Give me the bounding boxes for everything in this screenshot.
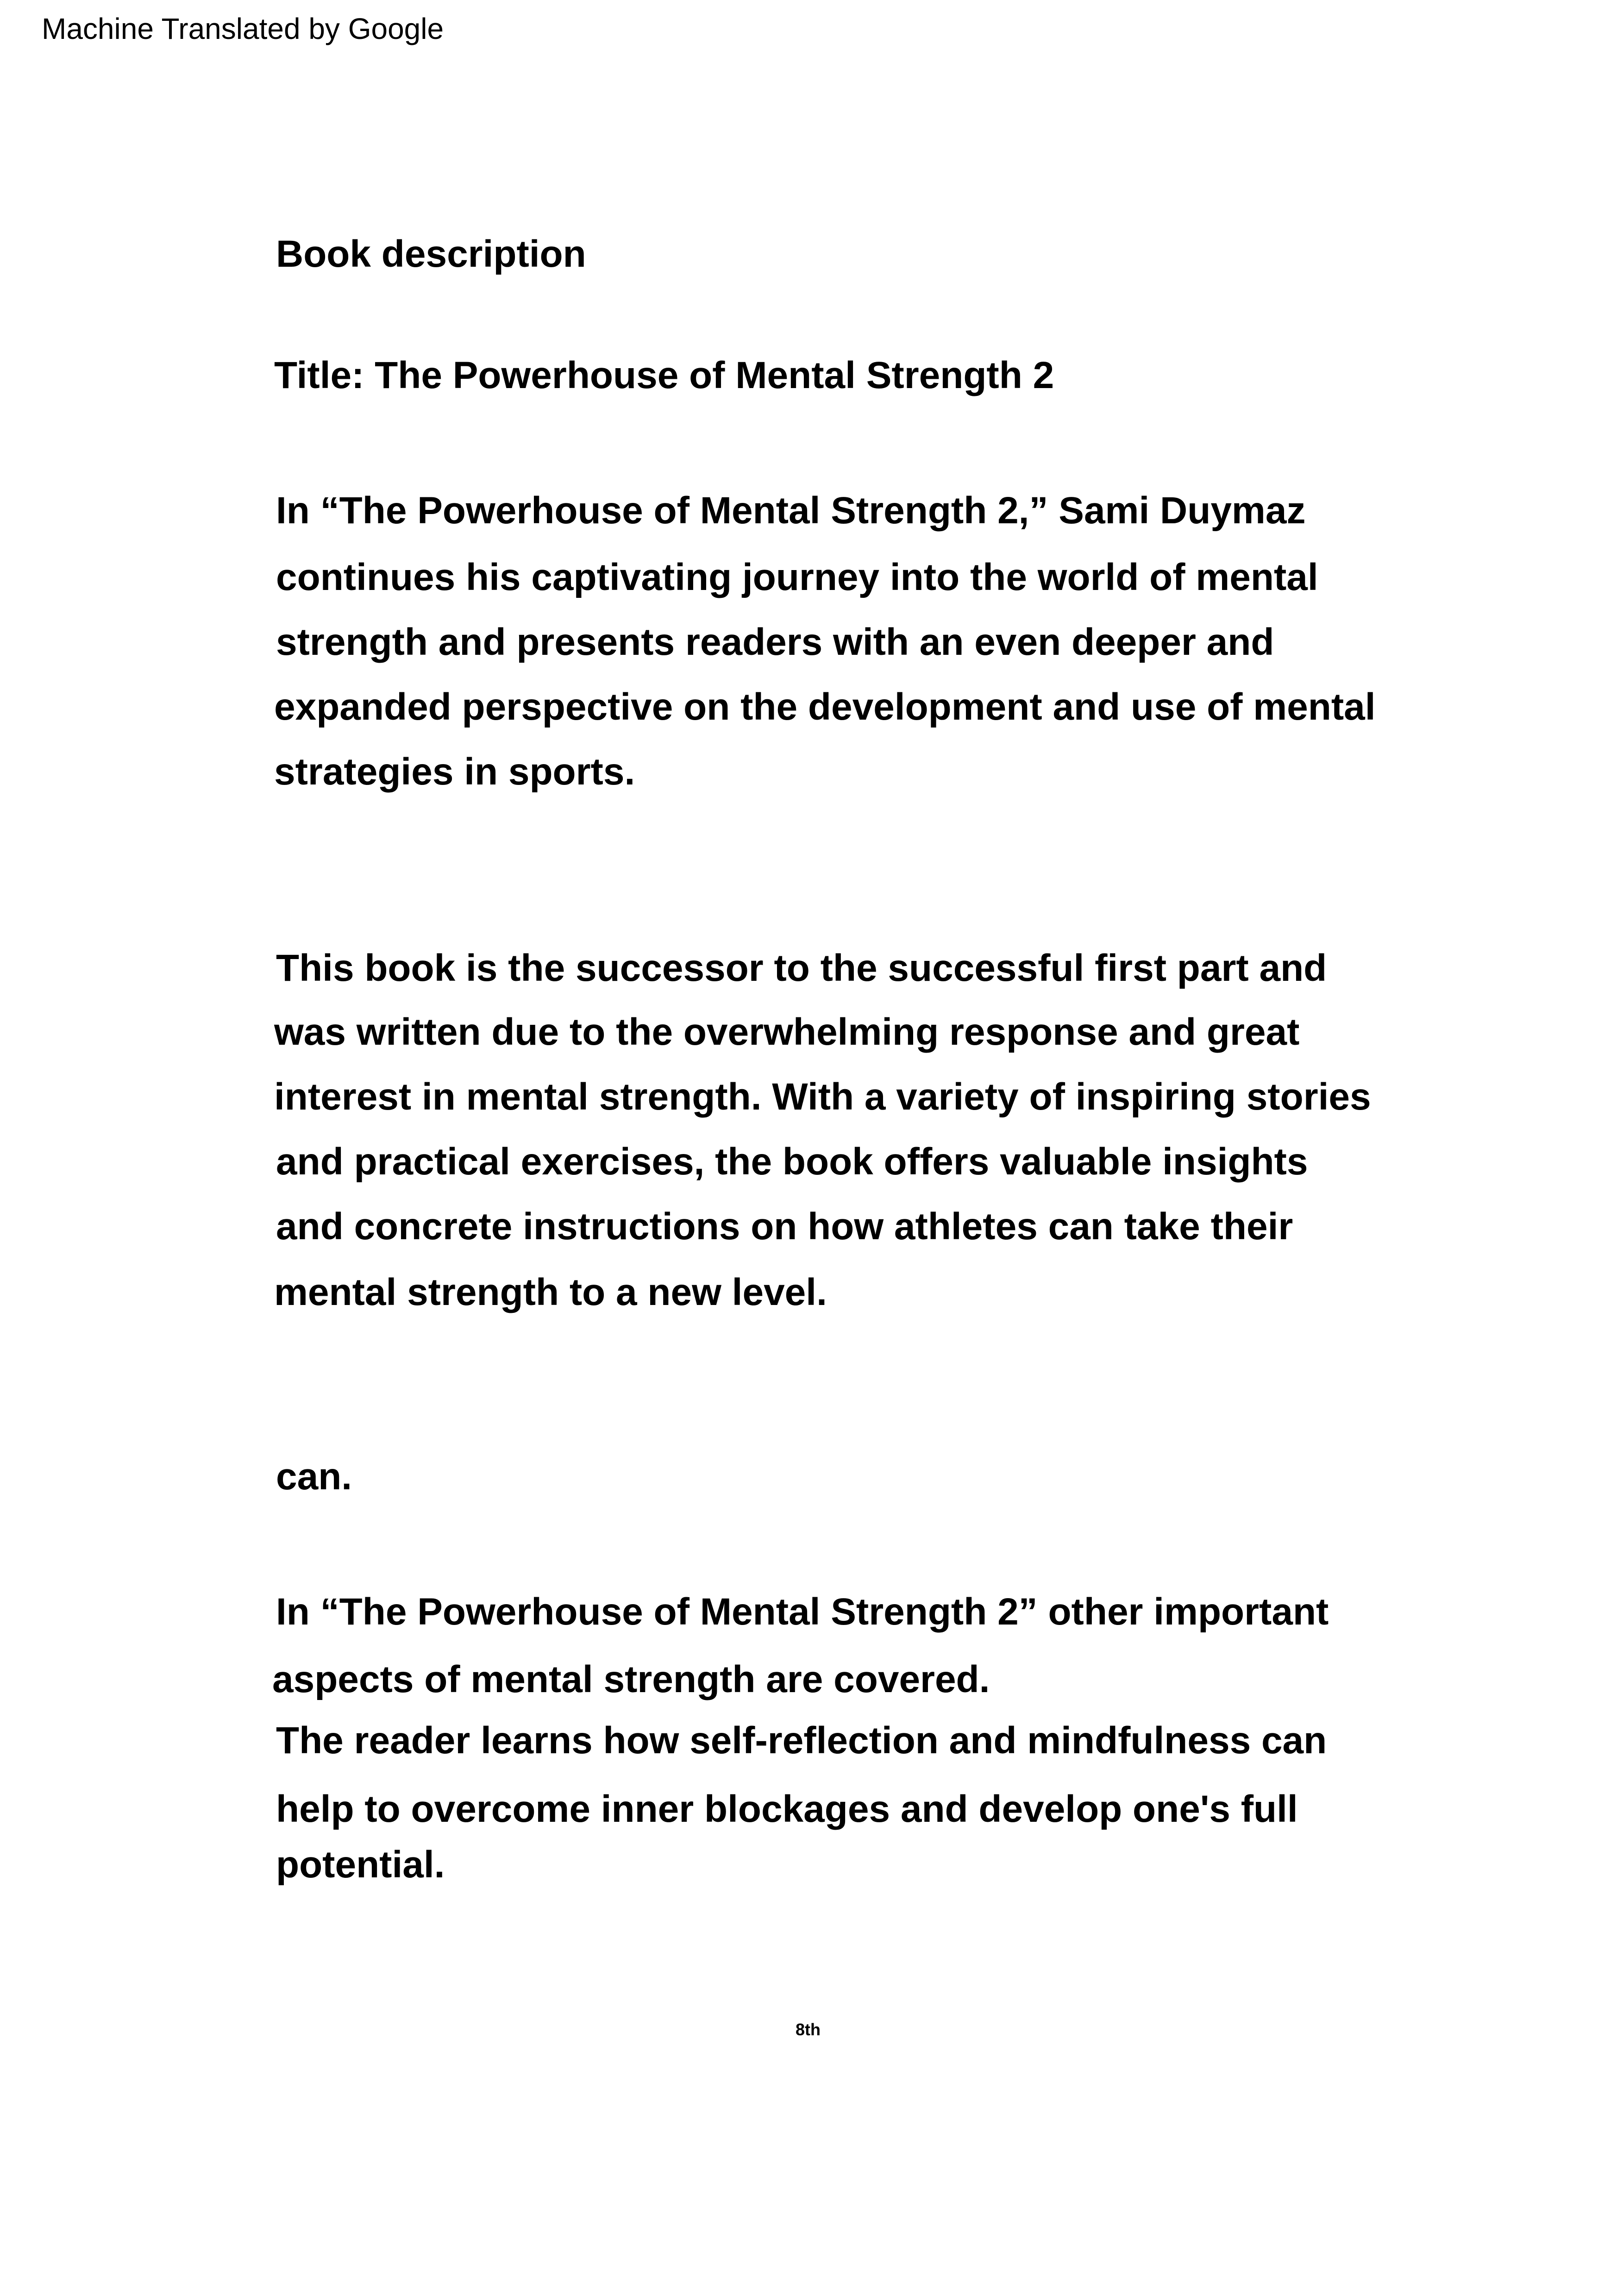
machine-translation-banner: Machine Translated by Google bbox=[42, 12, 444, 45]
paragraph-line: was written due to the overwhelming response and great bbox=[274, 1011, 1300, 1053]
paragraph-line: and practical exercises, the book offers valuable insights bbox=[276, 1141, 1308, 1183]
paragraph-line: This book is the successor to the successful first part and bbox=[276, 947, 1327, 989]
paragraph-line: strength and presents readers with an even deeper and bbox=[276, 621, 1274, 663]
paragraph-line: and concrete instructions on how athletes can take their bbox=[276, 1205, 1293, 1248]
paragraph-line: help to overcome inner blockages and develop one's full bbox=[276, 1788, 1298, 1830]
paragraph-line: In “The Powerhouse of Mental Strength 2” other important bbox=[276, 1591, 1329, 1633]
section-heading: Book description bbox=[276, 233, 586, 275]
paragraph-line: strategies in sports. bbox=[274, 751, 635, 793]
paragraph-line: potential. bbox=[276, 1844, 445, 1886]
fragment-line: can. bbox=[276, 1455, 352, 1498]
paragraph-line: interest in mental strength. With a variety of inspiring stories bbox=[274, 1076, 1371, 1118]
paragraph-line: mental strength to a new level. bbox=[274, 1271, 827, 1313]
paragraph-line: The reader learns how self-reflection and mindfulness can bbox=[276, 1719, 1327, 1762]
paragraph-line: continues his captivating journey into the world of mental bbox=[276, 556, 1318, 598]
paragraph-line: aspects of mental strength are covered. bbox=[272, 1658, 990, 1700]
book-title-line: Title: The Powerhouse of Mental Strength 2 bbox=[274, 354, 1054, 396]
paragraph-line: expanded perspective on the development and use of mental bbox=[274, 686, 1376, 728]
paragraph-line: In “The Powerhouse of Mental Strength 2,” Sami Duymaz bbox=[276, 489, 1306, 532]
page-number: 8th bbox=[796, 2020, 821, 2039]
